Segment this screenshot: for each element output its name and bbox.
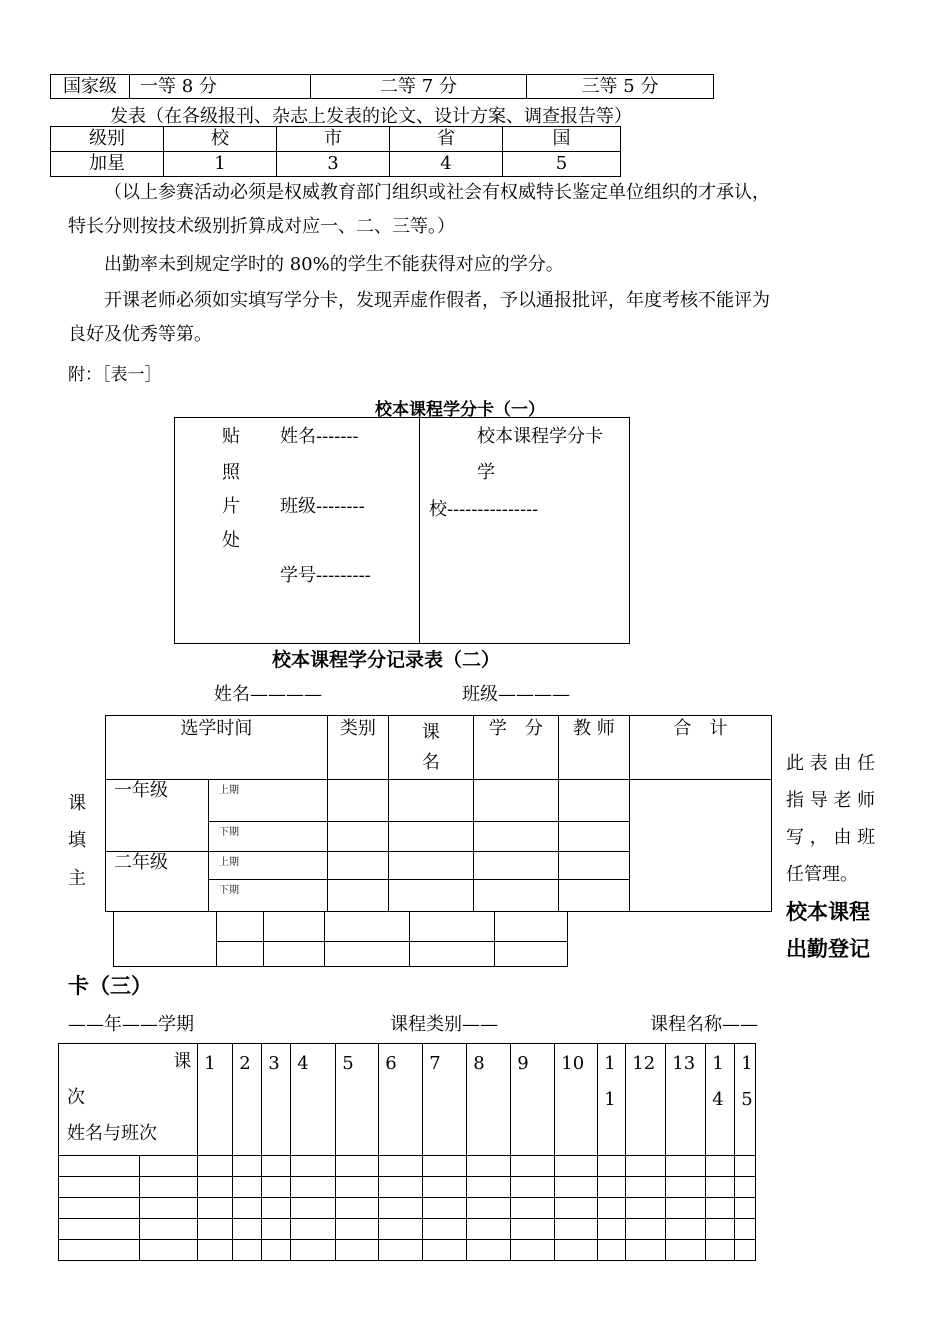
att-cell: [666, 1177, 706, 1198]
cell: [327, 780, 388, 822]
grade1-label: 一年级: [106, 780, 209, 852]
th-select-time: 选学时间: [106, 716, 328, 780]
att-cell: [598, 1219, 626, 1240]
att-cell: [291, 1177, 336, 1198]
att-cell: [262, 1156, 291, 1177]
att-cell: [233, 1177, 262, 1198]
att-cell: [262, 1177, 291, 1198]
att-cell: [140, 1198, 198, 1219]
att-cell: [379, 1240, 423, 1261]
att-cell: [291, 1198, 336, 1219]
course-line: 课程名称——: [650, 1014, 758, 1035]
att-cell: [666, 1198, 706, 1219]
cell: [264, 942, 325, 967]
att-cell: [140, 1177, 198, 1198]
cell: [327, 880, 388, 912]
table2-title: 校本课程学分记录表（二）: [272, 649, 501, 671]
th-course-name-2: 名: [421, 752, 440, 773]
side-note-line1: 此 表 由 任: [786, 753, 876, 774]
category-line: 课程类别——: [390, 1014, 498, 1035]
card1-id-field: 学号---------: [280, 565, 371, 586]
th-credit: 学 分: [473, 716, 558, 780]
corner-top: 课: [173, 1051, 192, 1072]
att-cell: [555, 1177, 598, 1198]
grade2-lower: 下期: [209, 880, 328, 912]
att-cell: [336, 1240, 379, 1261]
teacher-rule: [68, 284, 888, 352]
att-cell: [336, 1198, 379, 1219]
cell: [495, 942, 568, 967]
att-cell: [706, 1156, 735, 1177]
side-note-line4: 任管理。: [786, 864, 858, 885]
session-6: 6: [379, 1044, 423, 1156]
cell: [327, 822, 388, 852]
star-school: 1: [164, 152, 277, 177]
att-cell: [291, 1240, 336, 1261]
level-header-city: 市: [277, 127, 390, 152]
att-cell: [467, 1198, 511, 1219]
att-cell: [262, 1198, 291, 1219]
att-cell: [511, 1219, 555, 1240]
national-award-table: [50, 74, 714, 99]
table2-left-char-1: 课: [68, 793, 86, 814]
corner-mid: 次: [67, 1087, 85, 1108]
total-cell: [629, 780, 771, 912]
session-8: 8: [467, 1044, 511, 1156]
session-12: 12: [626, 1044, 666, 1156]
cell: [217, 942, 264, 967]
att-cell: [666, 1219, 706, 1240]
table2-class-line: 班级————: [462, 684, 570, 705]
att-cell: [666, 1156, 706, 1177]
att-cell: [735, 1177, 756, 1198]
att-cell: [198, 1177, 233, 1198]
cell: [388, 822, 473, 852]
att-cell: [379, 1219, 423, 1240]
card1-title: 校本课程学分卡（一）: [375, 400, 545, 420]
att-cell: [598, 1240, 626, 1261]
level-header-school: 校: [164, 127, 277, 152]
cell: [558, 780, 629, 822]
th-total: 合 计: [629, 716, 771, 780]
att-cell: [198, 1156, 233, 1177]
att-cell: [666, 1240, 706, 1261]
att-cell: [626, 1240, 666, 1261]
att-cell: [467, 1177, 511, 1198]
cell: [495, 912, 568, 942]
side-note-line2: 指 导 老 师: [786, 790, 876, 811]
att-cell: [379, 1177, 423, 1198]
grade1-upper: 上期: [209, 780, 328, 822]
att-cell: [598, 1177, 626, 1198]
appendix-label: 附：［表一］: [68, 365, 162, 385]
corner-bottom: 姓名与班次: [67, 1123, 157, 1144]
att-cell: [336, 1177, 379, 1198]
session-5: 5: [336, 1044, 379, 1156]
session-10: 10: [555, 1044, 598, 1156]
level-header-province: 省: [390, 127, 503, 152]
cell: [473, 880, 558, 912]
att-cell: [598, 1156, 626, 1177]
card1-school-field: 校---------------: [429, 499, 539, 520]
rule-paragraph-1-line1: （以上参赛活动必须是权威教育部门组织或社会有权威特长鉴定单位组织的才承认，: [104, 182, 770, 203]
att-cell: [626, 1177, 666, 1198]
att-cell: [59, 1219, 140, 1240]
att-cell: [735, 1240, 756, 1261]
attendance-rule: 出勤率未到规定学时的 80%的学生不能获得对应的学分。: [104, 254, 564, 275]
att-cell: [511, 1240, 555, 1261]
att-cell: [735, 1219, 756, 1240]
publish-heading: 发表（在各级报刊、杂志上发表的论文、设计方案、调查报告等）: [110, 106, 632, 127]
grade1-lower: 下期: [209, 822, 328, 852]
att-cell: [198, 1219, 233, 1240]
cell: [558, 852, 629, 880]
att-cell: [291, 1219, 336, 1240]
session-14: 1 4: [706, 1044, 735, 1156]
att-cell: [626, 1156, 666, 1177]
att-cell: [423, 1177, 467, 1198]
table2-side-note: [786, 745, 886, 893]
side-note-line3: 写 ， 由 班: [786, 827, 876, 848]
table2-left-char-2: 填: [68, 830, 86, 851]
photo-char-2: 照: [222, 462, 240, 483]
att-cell: [467, 1240, 511, 1261]
th-teacher: 教 师: [558, 716, 629, 780]
att-cell: [140, 1240, 198, 1261]
session-2: 2: [233, 1044, 262, 1156]
cell: [388, 852, 473, 880]
cell: [217, 912, 264, 942]
rule-paragraph-1-line2: 特长分则按技术级别折算成对应一、二、三等。）: [68, 216, 455, 237]
table2-left-char-3: 主: [68, 868, 86, 889]
cell: [327, 852, 388, 880]
photo-char-3: 片: [222, 496, 240, 517]
att-cell: [706, 1219, 735, 1240]
att-cell: [262, 1219, 291, 1240]
att-cell: [467, 1219, 511, 1240]
att-cell: [59, 1177, 140, 1198]
session-1: 1: [198, 1044, 233, 1156]
table3-title-part2: 出勤登记: [786, 937, 870, 961]
session-3: 3: [262, 1044, 291, 1156]
teacher-rule-line2: 良好及优秀等第。: [68, 324, 212, 345]
att-cell: [511, 1156, 555, 1177]
session-4: 4: [291, 1044, 336, 1156]
table3-title-part1: 校本课程: [786, 900, 870, 924]
att-cell: [626, 1198, 666, 1219]
att-cell: [423, 1240, 467, 1261]
grade2-upper: 上期: [209, 852, 328, 880]
att-cell: [233, 1156, 262, 1177]
att-cell: [555, 1198, 598, 1219]
cell: [410, 912, 495, 942]
rule-paragraph-1: [68, 176, 888, 244]
session-11: 1 1: [598, 1044, 626, 1156]
national-label: 国家级: [51, 75, 130, 99]
att-cell: [735, 1156, 756, 1177]
cell: [473, 822, 558, 852]
level-header-label: 级别: [51, 127, 164, 152]
cell: [325, 912, 410, 942]
att-cell: [233, 1240, 262, 1261]
att-cell: [59, 1198, 140, 1219]
attendance-table: [58, 1043, 756, 1261]
grade2-label: 二年级: [106, 852, 209, 912]
att-cell: [706, 1240, 735, 1261]
att-cell: [555, 1156, 598, 1177]
att-cell: [59, 1156, 140, 1177]
att-cell: [140, 1156, 198, 1177]
photo-char-1: 贴: [222, 426, 240, 447]
att-cell: [511, 1198, 555, 1219]
att-cell: [379, 1198, 423, 1219]
cell: [410, 942, 495, 967]
att-cell: [233, 1219, 262, 1240]
session-13: 13: [666, 1044, 706, 1156]
session-9: 9: [511, 1044, 555, 1156]
att-cell: [735, 1198, 756, 1219]
att-cell: [511, 1177, 555, 1198]
cell: [388, 780, 473, 822]
cell: [558, 822, 629, 852]
th-course-name: [388, 716, 473, 780]
table2-name-line: 姓名————: [214, 684, 322, 705]
att-cell: [336, 1156, 379, 1177]
credit-record-table: [105, 715, 772, 912]
credit-card-1: [174, 417, 630, 644]
card1-divider: [419, 418, 420, 643]
cell: [473, 852, 558, 880]
att-cell: [336, 1219, 379, 1240]
att-cell: [706, 1177, 735, 1198]
extra-grid: [113, 911, 568, 967]
att-cell: [379, 1156, 423, 1177]
session-7: 7: [423, 1044, 467, 1156]
cell: [264, 912, 325, 942]
level-star-table: [50, 126, 621, 177]
national-third: 三等 5 分: [527, 75, 714, 99]
att-cell: [555, 1219, 598, 1240]
photo-char-4: 处: [222, 530, 240, 551]
att-cell: [198, 1198, 233, 1219]
att-cell: [291, 1156, 336, 1177]
table3-title-part3: 卡（三）: [68, 974, 152, 998]
teacher-rule-line1: 开课老师必须如实填写学分卡，发现弄虚作假者，予以通报批评，年度考核不能评为: [104, 290, 770, 311]
att-cell: [262, 1240, 291, 1261]
term-line: ——年——学期: [68, 1014, 194, 1035]
corner-header: [59, 1044, 198, 1156]
level-header-nation: 国: [503, 127, 621, 152]
th-course-name-1: 课: [421, 722, 440, 743]
star-label: 加星: [51, 152, 164, 177]
att-cell: [467, 1156, 511, 1177]
card1-card-label: 校本课程学分卡: [477, 426, 603, 447]
star-city: 3: [277, 152, 390, 177]
national-second: 二等 7 分: [311, 75, 527, 99]
star-province: 4: [390, 152, 503, 177]
card1-name-field: 姓名-------: [280, 426, 359, 447]
th-category: 类别: [327, 716, 388, 780]
att-cell: [423, 1219, 467, 1240]
att-cell: [198, 1240, 233, 1261]
att-cell: [59, 1240, 140, 1261]
att-cell: [626, 1219, 666, 1240]
cell: [473, 780, 558, 822]
cell: [325, 942, 410, 967]
att-cell: [233, 1198, 262, 1219]
national-first: 一等 8 分: [130, 75, 311, 99]
att-cell: [706, 1198, 735, 1219]
star-nation: 5: [503, 152, 621, 177]
card1-class-field: 班级--------: [280, 496, 365, 517]
session-15: 1 5: [735, 1044, 756, 1156]
att-cell: [423, 1198, 467, 1219]
cell: [388, 880, 473, 912]
cell: [558, 880, 629, 912]
att-cell: [598, 1198, 626, 1219]
cell: [114, 912, 217, 967]
card1-school-char: 学: [477, 462, 495, 483]
att-cell: [140, 1219, 198, 1240]
att-cell: [423, 1156, 467, 1177]
att-cell: [555, 1240, 598, 1261]
